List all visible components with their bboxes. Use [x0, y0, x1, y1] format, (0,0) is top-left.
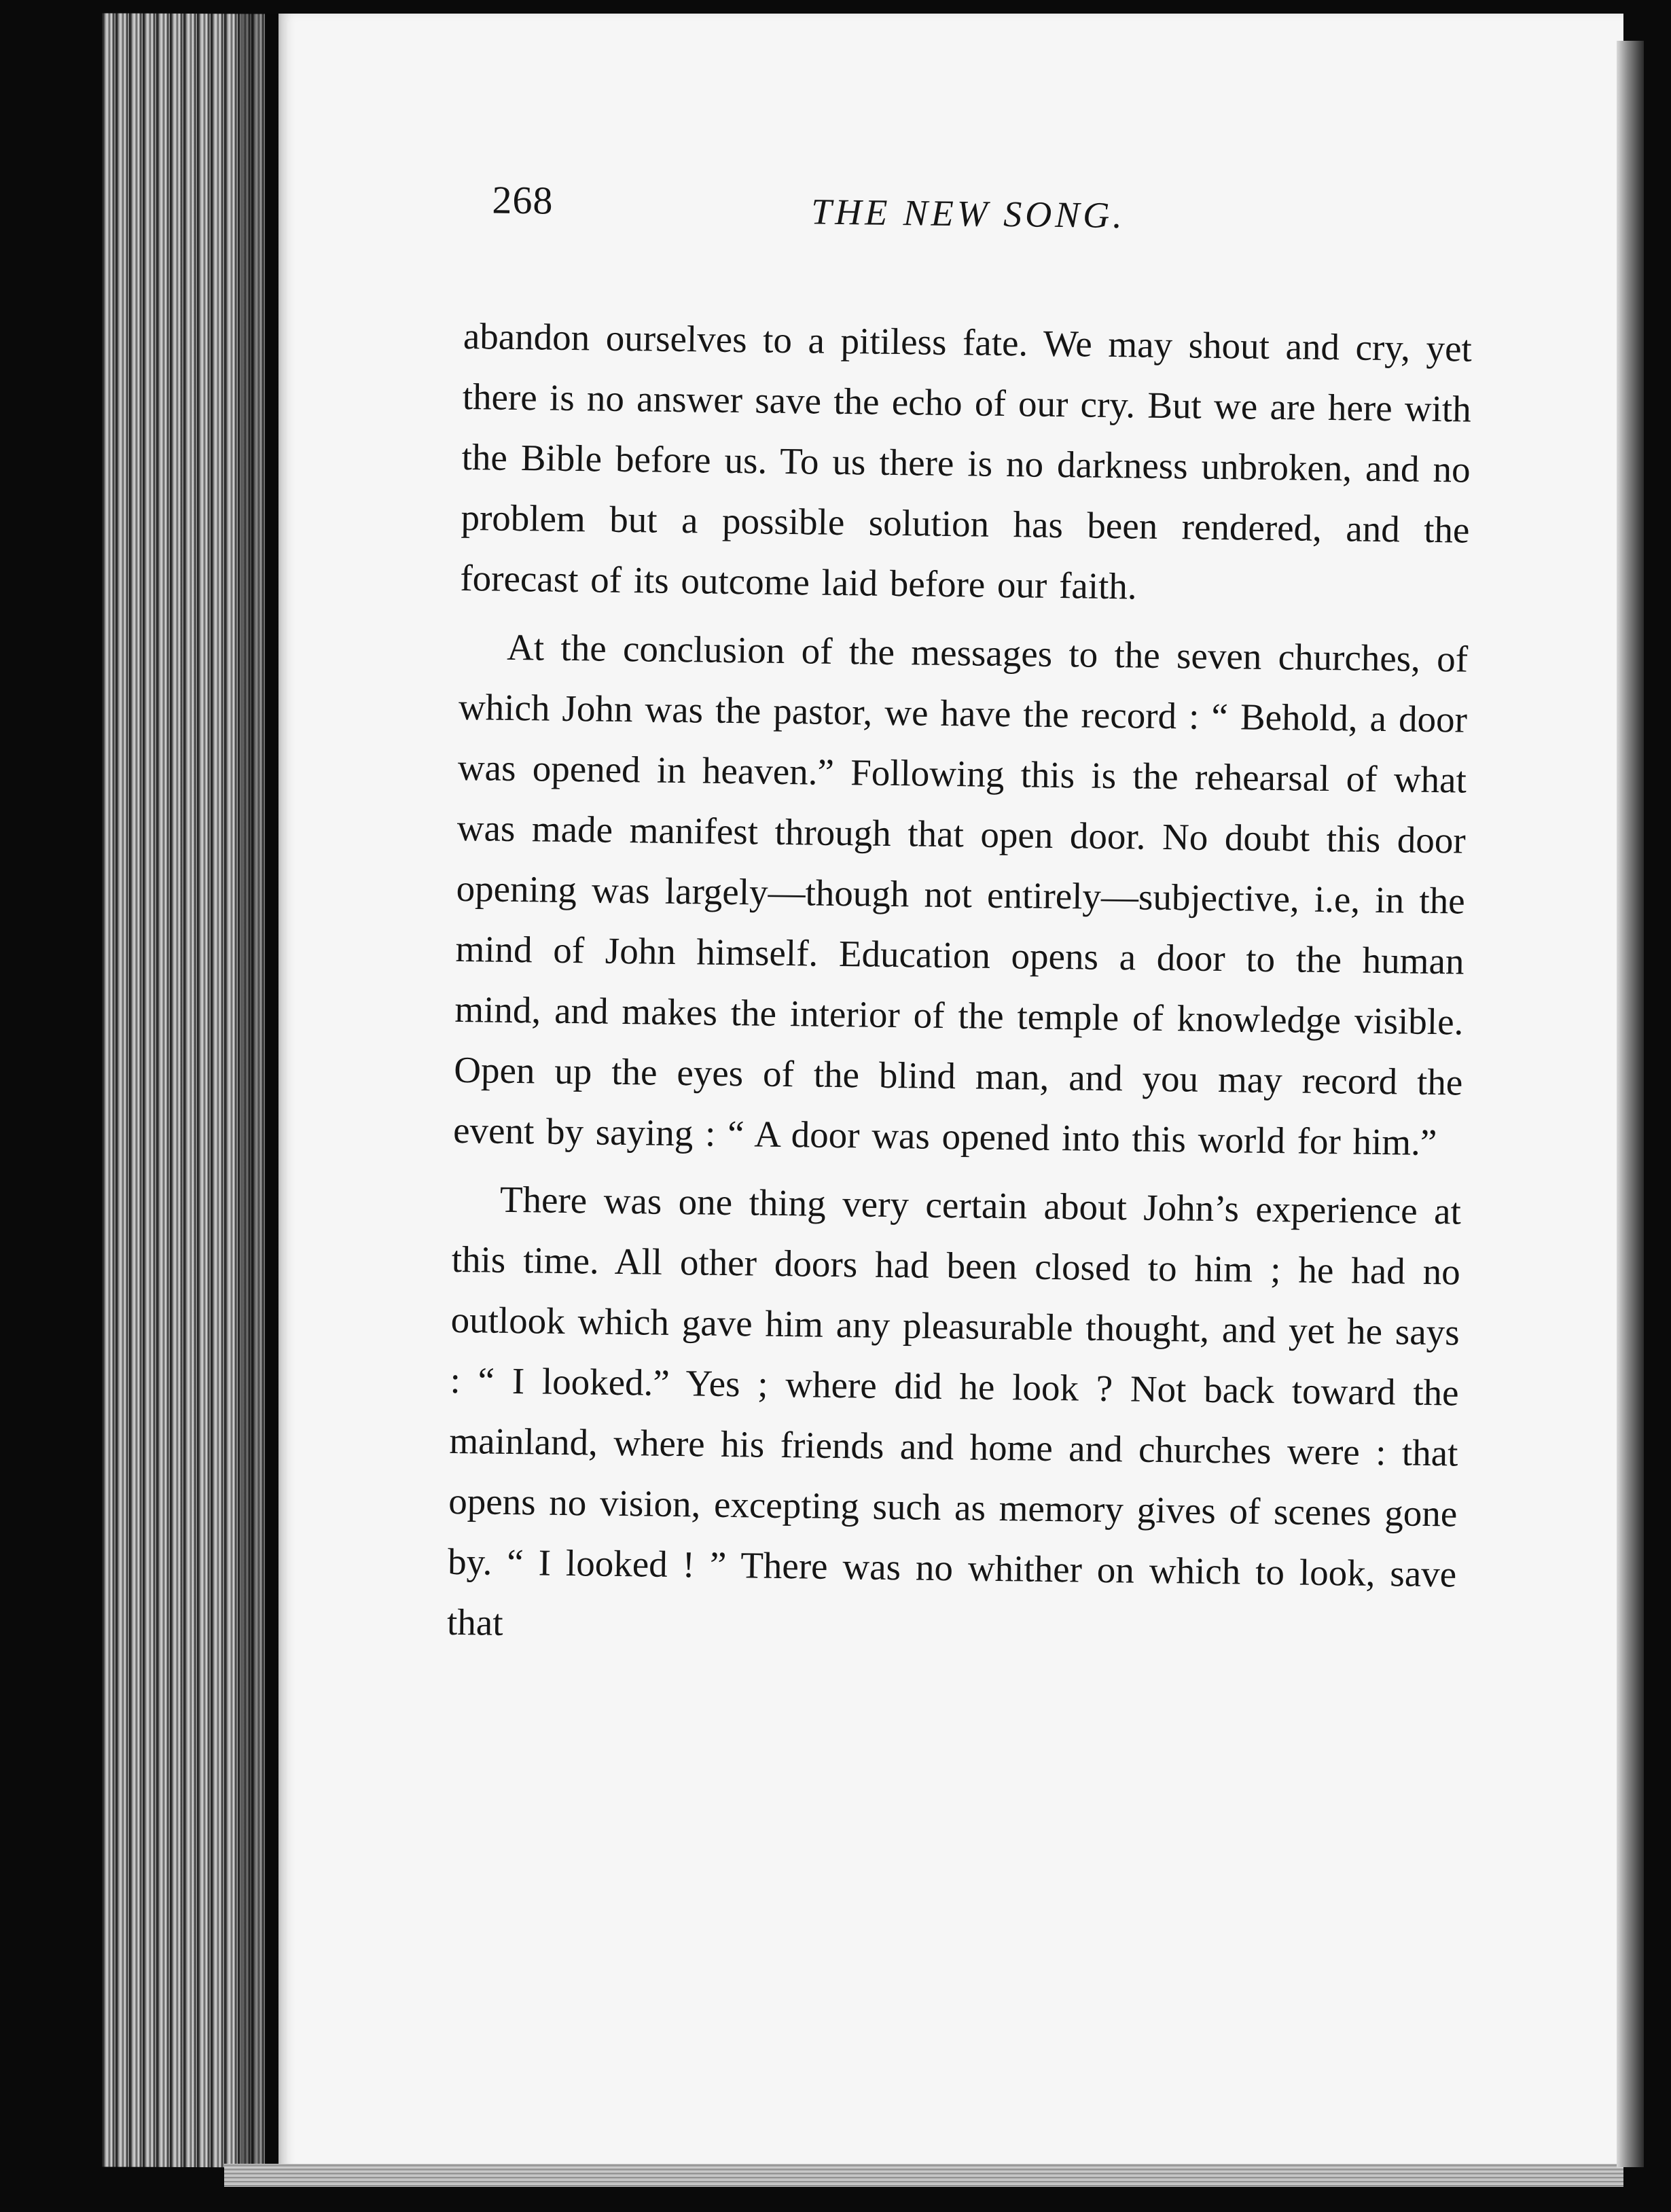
paragraph-2: At the conclusion of the messages to the seven churches, of which John was the pastor, we have the record : “ Behold, a door was opened in heaven.” Following this is the rehearsal of what was made manifest through that open door. No doubt this door opening was largely—though not entirely—subjective, i.e, in the mind of John himself. Education opens a door to the human mind, and makes the interior of the temple of knowledge visible. Open up the eyes of the blind man, and you may record the event by saying : “ A door was opened into this world for him.” [452, 626, 1469, 1164]
page-bottom-edges [224, 2164, 1623, 2187]
running-head [464, 170, 1484, 264]
text-block [447, 170, 1484, 1665]
right-page-edge [1617, 41, 1644, 2167]
body-text [447, 306, 1473, 1665]
page-number: 268 [492, 177, 554, 223]
gutter-shadow [241, 14, 282, 2167]
paragraph-1: abandon ourselves to a pitiless fate. We may shout and cry, yet there is no answer save the echo of our cry. But we are here with the Bible before us. To us there is no darkness unbroken, and no problem but a possible solution has been rendered, and the forecast of its outcome laid before our faith. [460, 315, 1473, 607]
running-title: THE NEW SONG. [810, 191, 1126, 236]
book-page-edges [102, 13, 265, 2167]
paragraph-3: There was one thing very certain about John’s experience at this time. All other doors had been closed to him ; he had no outlook which gave him any pleasurable thought, and yet he says : “ I looked.” Yes ; where did he look ? Not back toward the mainland, where his friends and home and churches were : that opens no vision, excepting such as memory gives of scenes gone by. “ I looked ! ” There was no whither on which to look, save that [446, 1178, 1462, 1643]
